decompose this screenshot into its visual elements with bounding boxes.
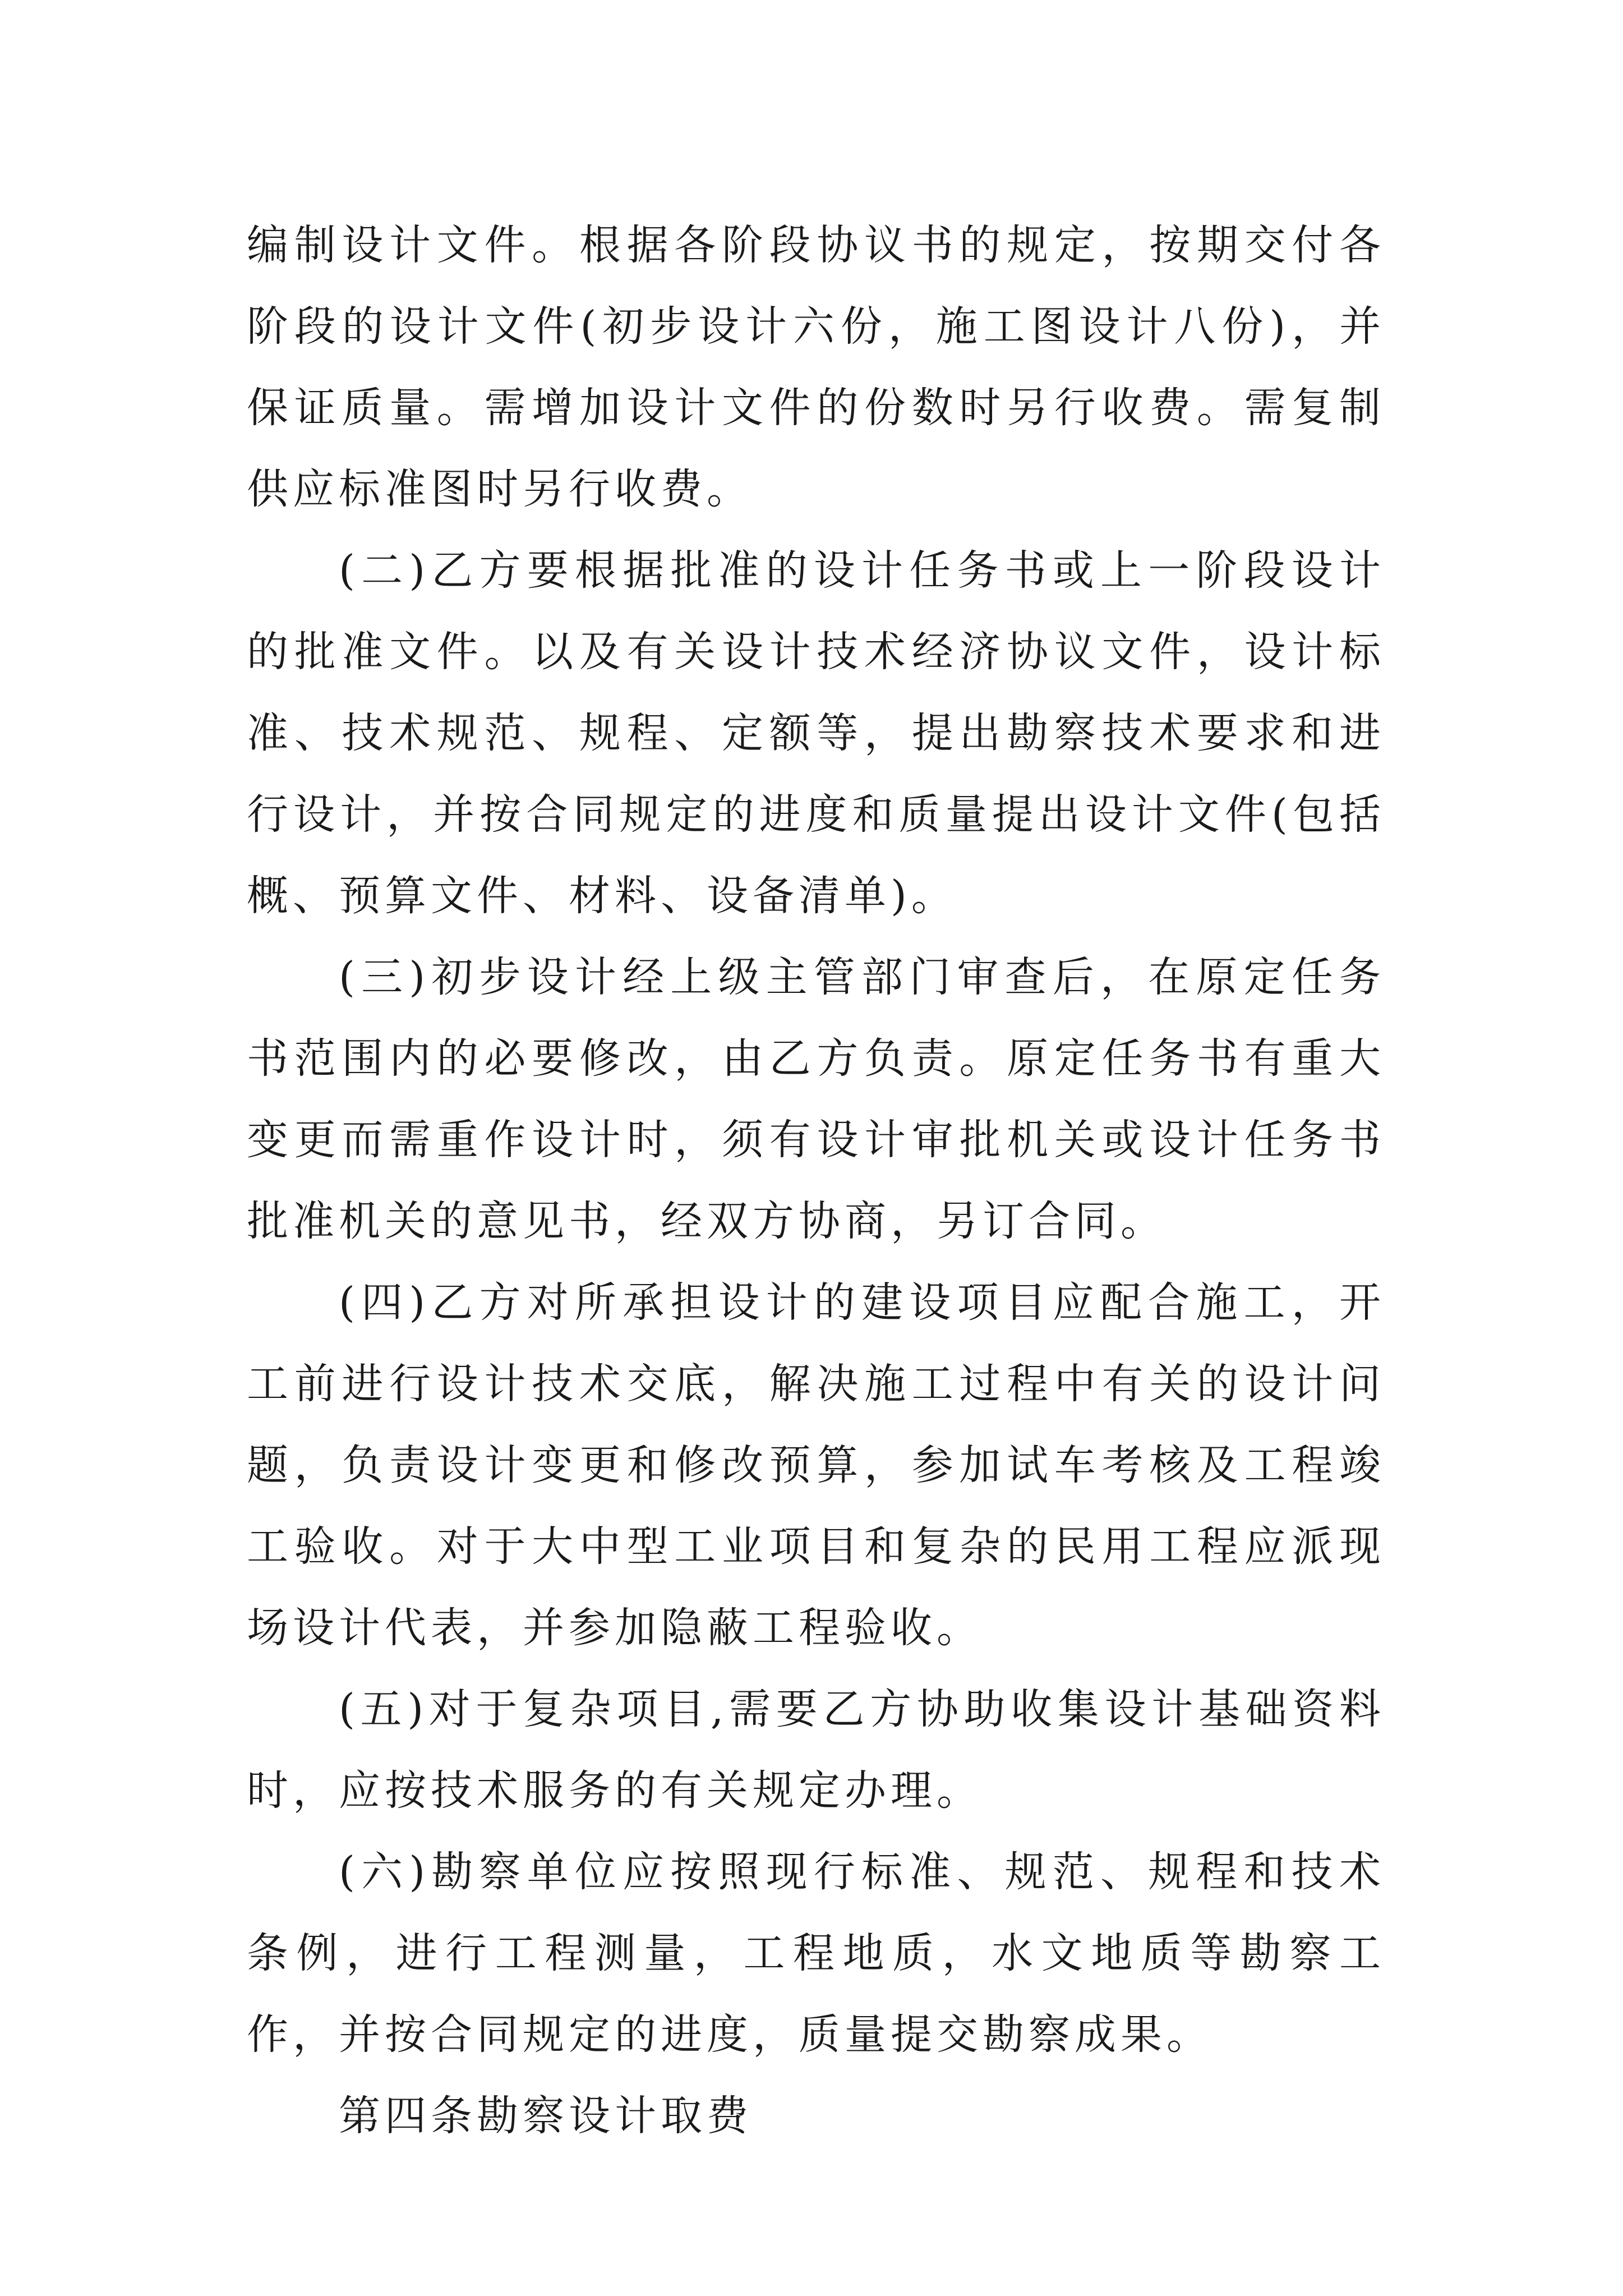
paragraph-item-4: (四)乙方对所承担设计的建设项目应配合施工，开工前进行设计技术交底，解决施工过程中有关的设计问题，负责设计变更和修改预算，参加试车考核及工程竣工验收。对于大中型工业项目和复杂的民用工程应派现场设计代表，并参加隐蔽工程验收。 (247, 1278, 1385, 1652)
paragraph-item-6: (六)勘察单位应按照现行标准、规范、规程和技术条例，进行工程测量，工程地质，水文地质等勘察工作，并按合同规定的进度，质量提交勘察成果。 (247, 1848, 1385, 2059)
paragraph-item-3: (三)初步设计经上级主管部门审查后，在原定任务书范围内的必要修改，由乙方负责。原定任务书有重大变更而需重作设计时，须有设计审批机关或设计任务书批准机关的意见书，经双方协商，另订合同。 (247, 953, 1385, 1245)
paragraph-item-2: (二)乙方要根据批准的设计任务书或上一阶段设计的批准文件。以及有关设计技术经济协议文件，设计标准、技术规范、规程、定额等，提出勘察技术要求和进行设计，并按合同规定的进度和质量提出设计文件(包括概、预算文件、材料、设备清单)。 (247, 546, 1385, 920)
document-body (247, 205, 1385, 2157)
paragraph-continuation: 编制设计文件。根据各阶段协议书的规定，按期交付各阶段的设计文件(初步设计六份，施工图设计八份)，并保证质量。需增加设计文件的份数时另行收费。需复制供应标准图时另行收费。 (247, 221, 1385, 513)
paragraph-item-5: (五)对于复杂项目,需要乙方协助收集设计基础资料时，应按技术服务的有关规定办理。 (247, 1685, 1385, 1815)
section-heading-article-4: 第四条勘察设计取费 (339, 2092, 753, 2140)
